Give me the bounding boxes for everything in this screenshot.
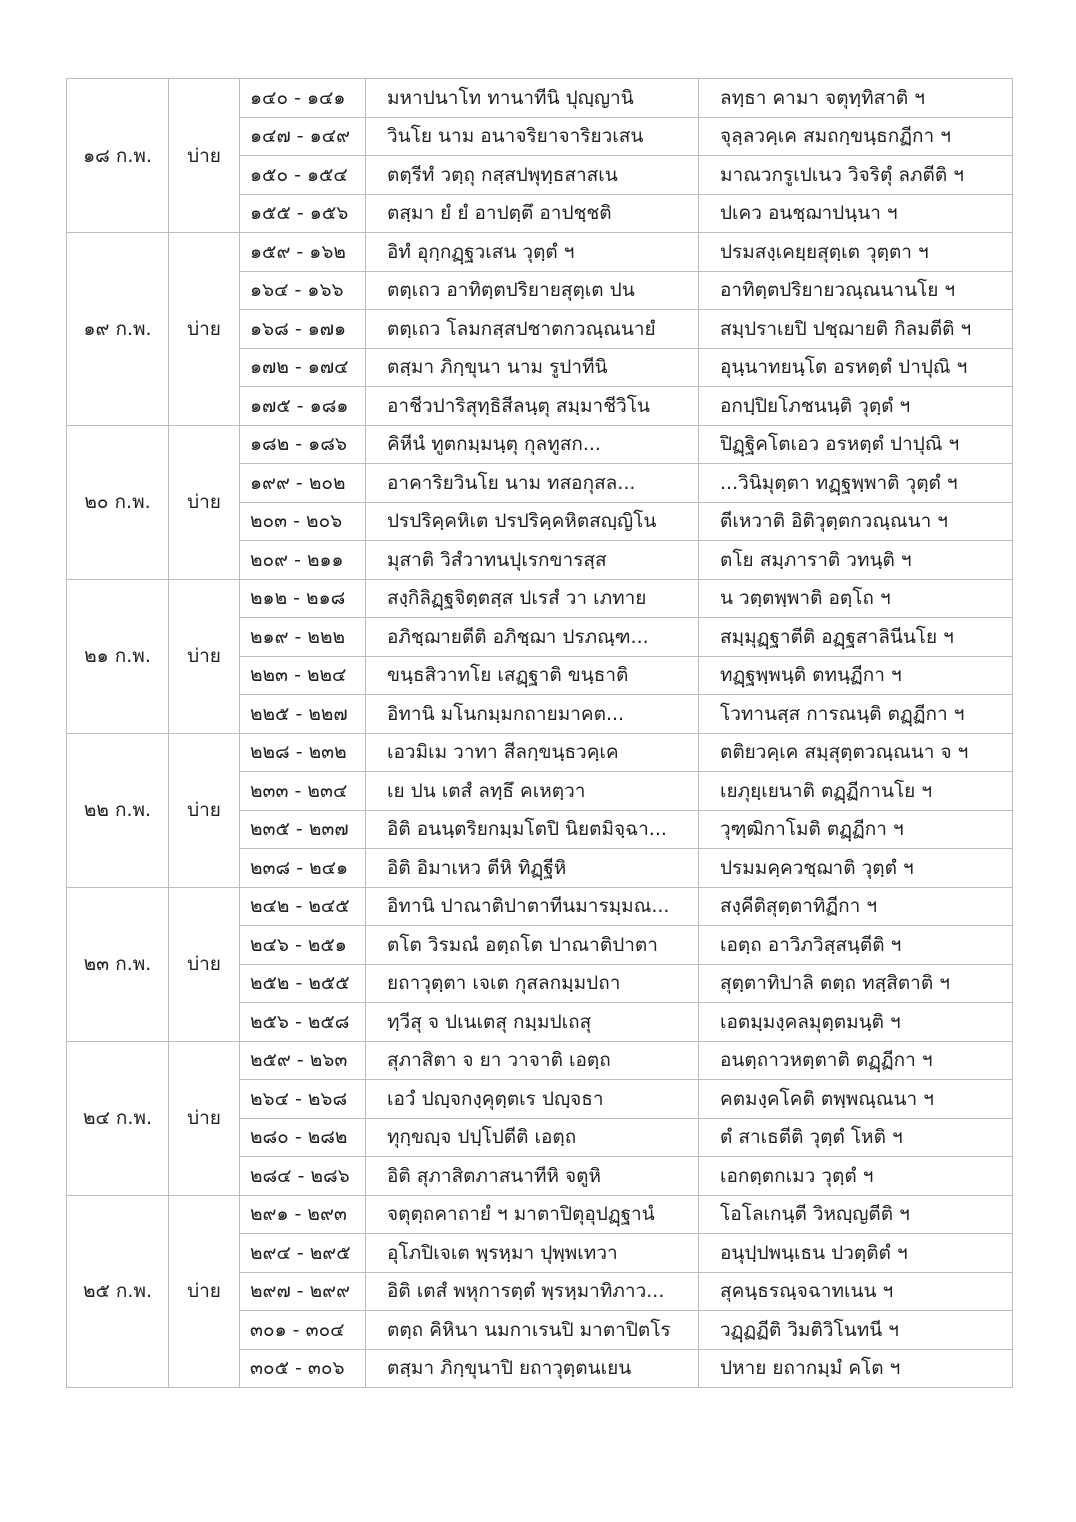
end-text-cell: จุลฺลวคฺเค สมถกฺขนฺธกฏีกา ฯ xyxy=(699,117,1013,156)
start-text-cell: อภิชฺฌายตีติ อภิชฺฌา ปรภณฺฑ... xyxy=(366,618,699,657)
pages-cell: ๒๓๕ - ๒๓๗ xyxy=(240,810,366,849)
end-text-cell: เอตฺถ อาวิภวิสฺสนฺตีติ ฯ xyxy=(699,926,1013,965)
pages-cell: ๓๐๕ - ๓๐๖ xyxy=(240,1349,366,1388)
pages-cell: ๓๐๑ - ๓๐๔ xyxy=(240,1311,366,1350)
pages-cell: ๒๕๙ - ๒๖๓ xyxy=(240,1041,366,1080)
end-text-cell: ปเคว อนชฺฌาปนฺนา ฯ xyxy=(699,194,1013,233)
table-row xyxy=(67,887,1013,926)
pages-cell: ๒๘๔ - ๒๘๖ xyxy=(240,1157,366,1196)
end-text-cell: อาทิตฺตปริยายวณฺณนานโย ฯ xyxy=(699,271,1013,310)
pages-cell: ๑๖๘ - ๑๗๑ xyxy=(240,310,366,349)
pages-cell: ๒๔๒ - ๒๔๕ xyxy=(240,887,366,926)
time-cell: บ่าย xyxy=(169,1195,240,1388)
table-row xyxy=(67,1195,1013,1234)
table-row xyxy=(67,425,1013,464)
pages-cell: ๒๓๓ - ๒๓๔ xyxy=(240,772,366,811)
pages-cell: ๑๔๗ - ๑๔๙ xyxy=(240,117,366,156)
pages-cell: ๒๙๗ - ๒๙๙ xyxy=(240,1272,366,1311)
start-text-cell: เอวํ ปญฺจกงฺคุตฺตเร ปญฺจธา xyxy=(366,1080,699,1119)
end-text-cell: สุตฺตาทิปาลิ ตตฺถ ทสฺสิตาติ ฯ xyxy=(699,964,1013,1003)
start-text-cell: อาคาริยวินโย นาม ทสอกุสล... xyxy=(366,464,699,503)
pages-cell: ๒๐๓ - ๒๐๖ xyxy=(240,502,366,541)
time-cell: บ่าย xyxy=(169,1041,240,1195)
end-text-cell: ปรมสงฺเคยฺยสุตฺเต วุตฺตา ฯ xyxy=(699,233,1013,272)
start-text-cell: ทุกฺขญฺจ ปปฺโปตีติ เอตฺถ xyxy=(366,1118,699,1157)
pages-cell: ๑๕๕ - ๑๕๖ xyxy=(240,194,366,233)
pages-cell: ๒๑๒ - ๒๑๘ xyxy=(240,579,366,618)
end-text-cell: สมฺมุฏฺฐาตีติ อฏฺฐสาลินีนโย ฯ xyxy=(699,618,1013,657)
pages-cell: ๒๘๐ - ๒๘๒ xyxy=(240,1118,366,1157)
pages-cell: ๑๗๒ - ๑๗๔ xyxy=(240,348,366,387)
table-row xyxy=(67,79,1013,118)
end-text-cell: เอกตฺตกเมว วุตฺตํ ฯ xyxy=(699,1157,1013,1196)
date-cell: ๑๙ ก.พ. xyxy=(67,233,169,426)
start-text-cell: ยถาวุตฺตา เจเต กุสลกมฺมปถา xyxy=(366,964,699,1003)
end-text-cell: ปรมมคฺควชฺฌาติ วุตฺตํ ฯ xyxy=(699,849,1013,888)
end-text-cell: เยภุยฺเยนาติ ตฏฺฏีกานโย ฯ xyxy=(699,772,1013,811)
start-text-cell: ตสฺมา ภิกฺขุนาปิ ยถาวุตฺตนเยน xyxy=(366,1349,699,1388)
start-text-cell: ขนฺธสิวาทโย เสฏฺฐาติ ขนฺธาติ xyxy=(366,656,699,695)
start-text-cell: อุโภปิเจเต พฺรหฺมา ปุพฺพเทวา xyxy=(366,1234,699,1273)
pages-cell: ๒๒๘ - ๒๓๒ xyxy=(240,733,366,772)
time-cell: บ่าย xyxy=(169,425,240,579)
study-schedule-table xyxy=(66,78,1013,1388)
date-cell: ๑๘ ก.พ. xyxy=(67,79,169,233)
end-text-cell: สมฺปราเยปิ ปชฺฌายติ กิลมตีติ ฯ xyxy=(699,310,1013,349)
date-cell: ๒๐ ก.พ. xyxy=(67,425,169,579)
start-text-cell: อาชีวปาริสุทฺธิสีลนฺตุ สมฺมาชีวิโน xyxy=(366,387,699,426)
date-cell: ๒๔ ก.พ. xyxy=(67,1041,169,1195)
table-row xyxy=(67,233,1013,272)
start-text-cell: มุสาติ วิสํวาทนปุเรกขารสฺส xyxy=(366,541,699,580)
start-text-cell: ตสฺมา ภิกฺขุนา นาม รูปาทีนิ xyxy=(366,348,699,387)
end-text-cell: ตติยวคฺเค สมฺสุตฺตวณฺณนา จ ฯ xyxy=(699,733,1013,772)
start-text-cell: เอวมิเม วาทา สีลกฺขนฺธวคฺเค xyxy=(366,733,699,772)
pages-cell: ๑๔๐ - ๑๔๑ xyxy=(240,79,366,118)
start-text-cell: ตสฺมา ยํ ยํ อาปตฺตึ อาปชฺชติ xyxy=(366,194,699,233)
date-cell: ๒๕ ก.พ. xyxy=(67,1195,169,1388)
start-text-cell: มหาปนาโท ทานาทีนิ ปุญฺญานิ xyxy=(366,79,699,118)
start-text-cell: ตตฺรีทํ วตฺถุ กสฺสปพุทฺธสาสเน xyxy=(366,156,699,195)
pages-cell: ๑๗๕ - ๑๘๑ xyxy=(240,387,366,426)
table-row xyxy=(67,579,1013,618)
end-text-cell: อกปฺปิยโภชนนฺติ วุตฺตํ ฯ xyxy=(699,387,1013,426)
end-text-cell: ...วินิมุตฺตา ทฏฺฐพฺพาติ วุตฺตํ ฯ xyxy=(699,464,1013,503)
end-text-cell: ปิฏฺฐิคโตเอว อรหตฺตํ ปาปุณิ ฯ xyxy=(699,425,1013,464)
table-row xyxy=(67,1041,1013,1080)
pages-cell: ๒๒๕ - ๒๒๗ xyxy=(240,695,366,734)
end-text-cell: อนตฺถาวหตฺตาติ ตฏฺฏีกา ฯ xyxy=(699,1041,1013,1080)
pages-cell: ๒๖๔ - ๒๖๘ xyxy=(240,1080,366,1119)
pages-cell: ๒๓๘ - ๒๔๑ xyxy=(240,849,366,888)
end-text-cell: ตีเหวาติ อิติวุตฺตกวณฺณนา ฯ xyxy=(699,502,1013,541)
end-text-cell: โอโลเกนฺตี วิหญฺญตีติ ฯ xyxy=(699,1195,1013,1234)
start-text-cell: ตตฺเถว อาทิตฺตปริยายสุตฺเต ปน xyxy=(366,271,699,310)
pages-cell: ๒๒๓ - ๒๒๔ xyxy=(240,656,366,695)
end-text-cell: สุคนฺธรณฺจฉาทเนน ฯ xyxy=(699,1272,1013,1311)
pages-cell: ๑๖๔ - ๑๖๖ xyxy=(240,271,366,310)
date-cell: ๒๓ ก.พ. xyxy=(67,887,169,1041)
start-text-cell: อิทํ อุกฺกฏฺฐวเสน วุตฺตํ ฯ xyxy=(366,233,699,272)
pages-cell: ๒๙๑ - ๒๙๓ xyxy=(240,1195,366,1234)
start-text-cell: วินโย นาม อนาจริยาจาริยวเสน xyxy=(366,117,699,156)
start-text-cell: คิหีนํ ทูตกมฺมนฺตุ กุลทูสก... xyxy=(366,425,699,464)
start-text-cell: สุภาสิตา จ ยา วาจาติ เอตฺถ xyxy=(366,1041,699,1080)
pages-cell: ๒๙๔ - ๒๙๕ xyxy=(240,1234,366,1273)
start-text-cell: จตุตฺถคาถายํ ฯ มาตาปิตุอุปฏฺฐานํ xyxy=(366,1195,699,1234)
start-text-cell: อิทานิ มโนกมฺมกถายมาคต... xyxy=(366,695,699,734)
time-cell: บ่าย xyxy=(169,579,240,733)
start-text-cell: อิติ อิมาเหว ตีหิ ทิฏฺฐีหิ xyxy=(366,849,699,888)
pages-cell: ๒๐๙ - ๒๑๑ xyxy=(240,541,366,580)
start-text-cell: ตตฺถ คิหินา นมกาเรนปิ มาตาปิตโร xyxy=(366,1311,699,1350)
end-text-cell: คตมงฺคโคติ ตพฺพณฺณนา ฯ xyxy=(699,1080,1013,1119)
end-text-cell: วฏฺฏฏีติ วิมติวิโนทนี ฯ xyxy=(699,1311,1013,1350)
date-cell: ๒๒ ก.พ. xyxy=(67,733,169,887)
pages-cell: ๒๕๖ - ๒๕๘ xyxy=(240,1003,366,1042)
date-cell: ๒๑ ก.พ. xyxy=(67,579,169,733)
start-text-cell: อิติ อนนฺตริยกมฺมโตปิ นิยตมิจฺฉา... xyxy=(366,810,699,849)
time-cell: บ่าย xyxy=(169,887,240,1041)
end-text-cell: ตโย สมฺภาราติ วทนฺติ ฯ xyxy=(699,541,1013,580)
end-text-cell: น วตฺตพฺพาติ อตฺโถ ฯ xyxy=(699,579,1013,618)
time-cell: บ่าย xyxy=(169,233,240,426)
end-text-cell: สงฺคีติสุตฺตาทิฏีกา ฯ xyxy=(699,887,1013,926)
end-text-cell: วุฑฺฒิกาโมติ ตฏฺฏีกา ฯ xyxy=(699,810,1013,849)
start-text-cell: อิติ เตสํ พหุการตฺตํ พฺรหฺมาทิภาว... xyxy=(366,1272,699,1311)
start-text-cell: อิติ สุภาสิตภาสนาทีหิ จตูหิ xyxy=(366,1157,699,1196)
end-text-cell: อุนฺนาทยนฺโต อรหตฺตํ ปาปุณิ ฯ xyxy=(699,348,1013,387)
pages-cell: ๑๙๙ - ๒๐๒ xyxy=(240,464,366,503)
start-text-cell: เย ปน เตสํ ลทฺธึ คเหตฺวา xyxy=(366,772,699,811)
pages-cell: ๒๔๖ - ๒๕๑ xyxy=(240,926,366,965)
end-text-cell: เอตมฺมงฺคลมุตฺตมนฺติ ฯ xyxy=(699,1003,1013,1042)
start-text-cell: อิทานิ ปาณาติปาตาทีนมารมฺมณ... xyxy=(366,887,699,926)
end-text-cell: อนุปฺปพนฺเธน ปวตฺติตํ ฯ xyxy=(699,1234,1013,1273)
time-cell: บ่าย xyxy=(169,79,240,233)
end-text-cell: มาณวกรูเปเนว วิจริตุํ ลภตีติ ฯ xyxy=(699,156,1013,195)
pages-cell: ๒๕๒ - ๒๕๕ xyxy=(240,964,366,1003)
start-text-cell: ตตฺเถว โลมกสฺสปชาตกวณฺณนายํ xyxy=(366,310,699,349)
end-text-cell: ทฏฺฐพฺพนฺติ ตทนฺฏีกา ฯ xyxy=(699,656,1013,695)
start-text-cell: ปรปริคฺคหิเต ปรปริคฺคหิตสญฺญิโน xyxy=(366,502,699,541)
end-text-cell: ลทฺธา คามา จตุทฺทิสาติ ฯ xyxy=(699,79,1013,118)
time-cell: บ่าย xyxy=(169,733,240,887)
pages-cell: ๑๕๐ - ๑๕๔ xyxy=(240,156,366,195)
end-text-cell: ปหาย ยถากมฺมํ คโต ฯ xyxy=(699,1349,1013,1388)
end-text-cell: โวทานสฺส การณนฺติ ตฏฺฏีกา ฯ xyxy=(699,695,1013,734)
start-text-cell: สงฺกิลิฏฺฐจิตฺตสฺส ปเรสํ วา เภทาย xyxy=(366,579,699,618)
pages-cell: ๒๑๙ - ๒๒๒ xyxy=(240,618,366,657)
start-text-cell: ตโต วิรมณํ อตฺถโต ปาณาติปาตา xyxy=(366,926,699,965)
schedule-body xyxy=(67,79,1013,1388)
end-text-cell: ตํ สาเธตีติ วุตฺตํ โหติ ฯ xyxy=(699,1118,1013,1157)
pages-cell: ๑๘๒ - ๑๘๖ xyxy=(240,425,366,464)
pages-cell: ๑๕๙ - ๑๖๒ xyxy=(240,233,366,272)
table-row xyxy=(67,733,1013,772)
start-text-cell: ทฺวีสุ จ ปเนเตสุ กมฺมปเถสุ xyxy=(366,1003,699,1042)
